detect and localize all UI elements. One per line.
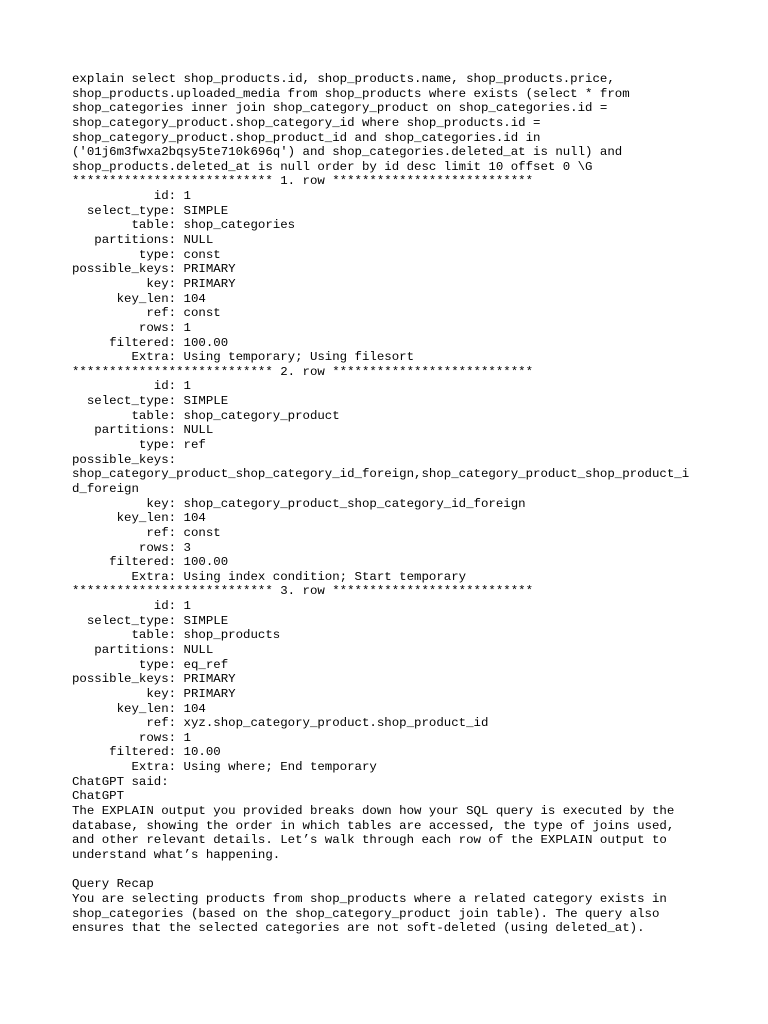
row-3-id: id: 1: [72, 599, 191, 614]
row-2-table: table: shop_category_product: [72, 408, 340, 423]
row-2-key: key: shop_category_product_shop_category_id_foreign: [72, 496, 526, 511]
row-3-separator: *************************** 3. row ***************************: [72, 584, 534, 599]
row-3-table: table: shop_products: [72, 628, 281, 643]
row-3-key-len: key_len: 104: [72, 701, 206, 716]
row-1-separator: *************************** 1. row ***************************: [72, 174, 534, 189]
row-1-table: table: shop_categories: [72, 218, 296, 233]
row-2-filtered: filtered: 100.00: [72, 555, 229, 570]
explanation-line-2: database, showing the order in which tables are accessed, the type of joins used,: [72, 818, 675, 833]
sql-query-line-6: ('01j6m3fwxa2bqsy5te710k696q') and shop_categories.deleted_at is null) and: [72, 145, 623, 160]
row-3-extra: Extra: Using where; End temporary: [72, 760, 377, 775]
chatgpt-label: ChatGPT: [72, 789, 125, 804]
row-1-possible-keys: possible_keys: PRIMARY: [72, 262, 236, 277]
sql-query-line-1: explain select shop_products.id, shop_products.name, shop_products.price,: [72, 72, 615, 86]
query-recap-line-1: You are selecting products from shop_products where a related category exists in: [72, 891, 667, 906]
row-3-rows: rows: 1: [72, 730, 191, 745]
row-1-extra: Extra: Using temporary; Using filesort: [72, 350, 415, 365]
sql-query-line-2: shop_products.uploaded_media from shop_products where exists (select * from: [72, 86, 630, 101]
row-2-id: id: 1: [72, 379, 191, 394]
row-1-key: key: PRIMARY: [72, 276, 236, 291]
row-2-possible-keys-label: possible_keys:: [72, 452, 177, 467]
explanation-line-4: understand what’s happening.: [72, 847, 281, 862]
row-2-possible-keys-value-2: d_foreign: [72, 481, 139, 496]
row-3-type: type: eq_ref: [72, 657, 229, 672]
row-2-extra: Extra: Using index condition; Start temporary: [72, 569, 467, 584]
query-recap-heading: Query Recap: [72, 877, 154, 892]
row-2-select-type: select_type: SIMPLE: [72, 394, 229, 409]
explanation-line-3: and other relevant details. Let’s walk through each row of the EXPLAIN output to: [72, 833, 667, 848]
row-1-id: id: 1: [72, 189, 191, 204]
row-1-ref: ref: const: [72, 306, 221, 321]
row-2-key-len: key_len: 104: [72, 511, 206, 526]
row-3-key: key: PRIMARY: [72, 686, 236, 701]
row-2-rows: rows: 3: [72, 540, 191, 555]
explanation-line-1: The EXPLAIN output you provided breaks down how your SQL query is executed by the: [72, 804, 675, 819]
sql-query-line-5: shop_category_product.shop_product_id and shop_categories.id in: [72, 130, 541, 145]
row-1-partitions: partitions: NULL: [72, 233, 214, 248]
sql-query-line-4: shop_category_product.shop_category_id where shop_products.id =: [72, 115, 541, 130]
query-recap-line-3: ensures that the selected categories are not soft-deleted (using deleted_at).: [72, 921, 645, 936]
query-recap-line-2: shop_categories (based on the shop_category_product join table). The query also: [72, 906, 660, 921]
row-3-select-type: select_type: SIMPLE: [72, 613, 229, 628]
row-1-select-type: select_type: SIMPLE: [72, 203, 229, 218]
row-3-possible-keys: possible_keys: PRIMARY: [72, 672, 236, 687]
row-1-key-len: key_len: 104: [72, 291, 206, 306]
row-3-ref: ref: xyz.shop_category_product.shop_product_id: [72, 716, 489, 731]
row-1-rows: rows: 1: [72, 320, 191, 335]
row-1-filtered: filtered: 100.00: [72, 335, 229, 350]
row-2-possible-keys-value-1: shop_category_product_shop_category_id_foreign,shop_category_product_shop_product_i: [72, 467, 690, 482]
row-1-type: type: const: [72, 247, 221, 262]
row-2-partitions: partitions: NULL: [72, 423, 214, 438]
chatgpt-said-label: ChatGPT said:: [72, 774, 169, 789]
row-2-separator: *************************** 2. row ***************************: [72, 364, 534, 379]
row-3-filtered: filtered: 10.00: [72, 745, 221, 760]
sql-query-line-7: shop_products.deleted_at is null order by id desc limit 10 offset 0 \G: [72, 159, 593, 174]
blank-line: [72, 863, 712, 878]
sql-query-line-3: shop_categories inner join shop_category_product on shop_categories.id =: [72, 101, 608, 116]
row-3-partitions: partitions: NULL: [72, 642, 214, 657]
row-2-ref: ref: const: [72, 525, 221, 540]
row-2-type: type: ref: [72, 438, 206, 453]
document-page: [72, 72, 712, 936]
